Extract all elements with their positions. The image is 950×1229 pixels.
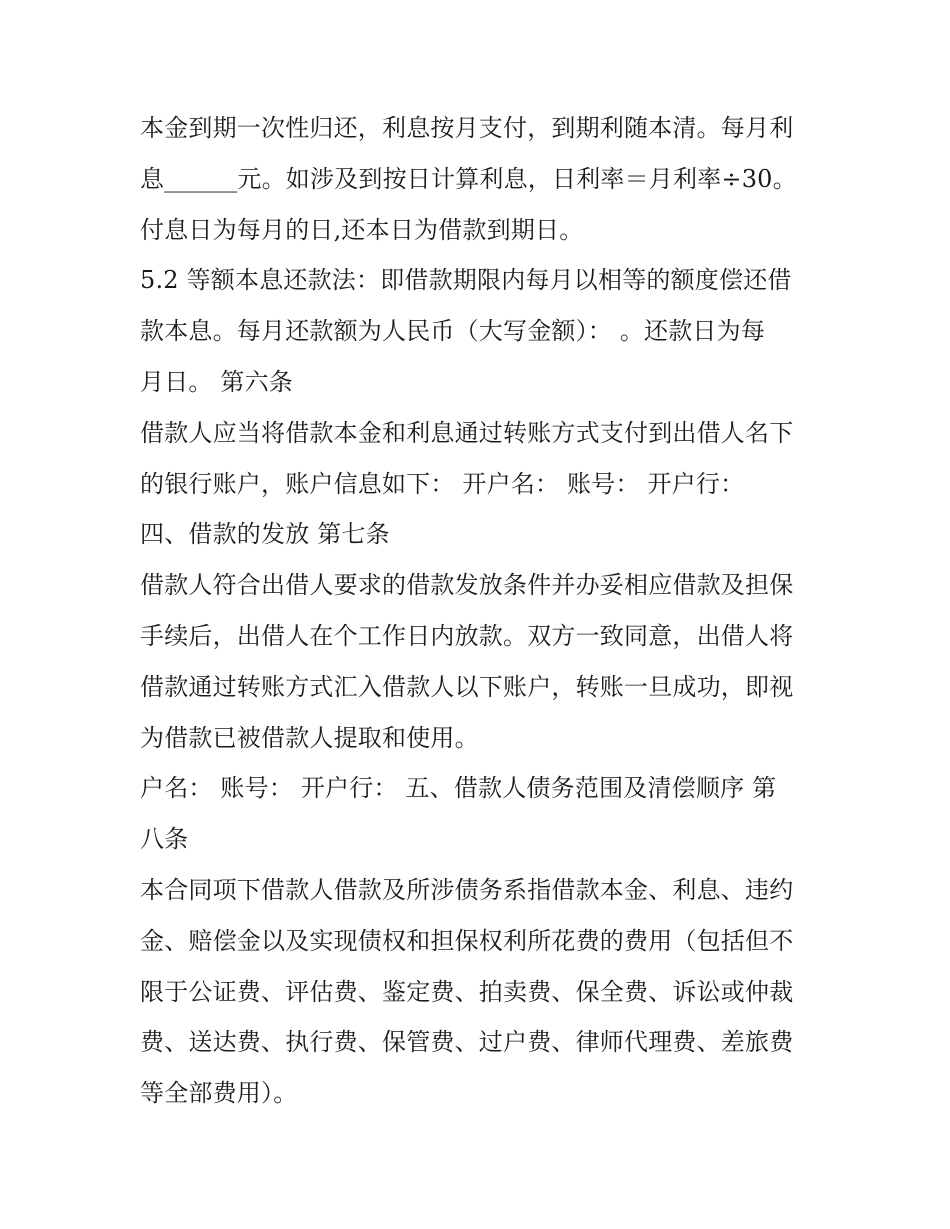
text-line: 手续后，出借人在个工作日内放款。双方一致同意，出借人将: [140, 621, 794, 650]
text-line: 户名： 账号： 开户行： 五、借款人债务范围及清偿顺序 第: [140, 774, 777, 803]
text-line: 八条: [140, 825, 189, 854]
text-line: 等全部费用）。: [140, 1079, 298, 1108]
text-line: 的银行账户，账户信息如下： 开户名： 账号： 开户行：: [140, 469, 745, 498]
text-line: 息______元。如涉及到按日计算利息，日利率＝月利率÷30。: [140, 164, 797, 193]
text-line: 5.2 等额本息还款法：即借款期限内每月以相等的额度偿还借: [140, 266, 792, 295]
text-line: 款本息。每月还款额为人民币（大写金额）： 。还款日为每: [140, 317, 766, 346]
text-line: 借款人应当将借款本金和利息通过转账方式支付到出借人名下: [140, 418, 794, 447]
text-line: 为借款已被借款人提取和使用。: [140, 723, 479, 752]
text-line: 限于公证费、评估费、鉴定费、拍卖费、保全费、诉讼或仲裁: [140, 977, 794, 1006]
text-line: 费、送达费、执行费、保管费、过户费、律师代理费、差旅费: [140, 1028, 794, 1057]
text-line: 金、赔偿金以及实现债权和担保权利所花费的费用（包括但不: [140, 926, 794, 955]
text-line: 月日。 第六条: [140, 367, 294, 396]
text-line: 付息日为每月的日,还本日为借款到期日。: [140, 215, 584, 244]
text-line: 借款通过转账方式汇入借款人以下账户，转账一旦成功，即视: [140, 672, 794, 701]
text-line: 四、借款的发放 第七条: [140, 520, 390, 549]
document-body: [140, 103, 820, 1119]
text-line: 本合同项下借款人借款及所涉债务系指借款本金、利息、违约: [140, 875, 794, 904]
text-line: 本金到期一次性归还，利息按月支付，到期利随本清。每月利: [140, 114, 794, 142]
text-line: 借款人符合出借人要求的借款发放条件并办妥相应借款及担保: [140, 571, 794, 600]
